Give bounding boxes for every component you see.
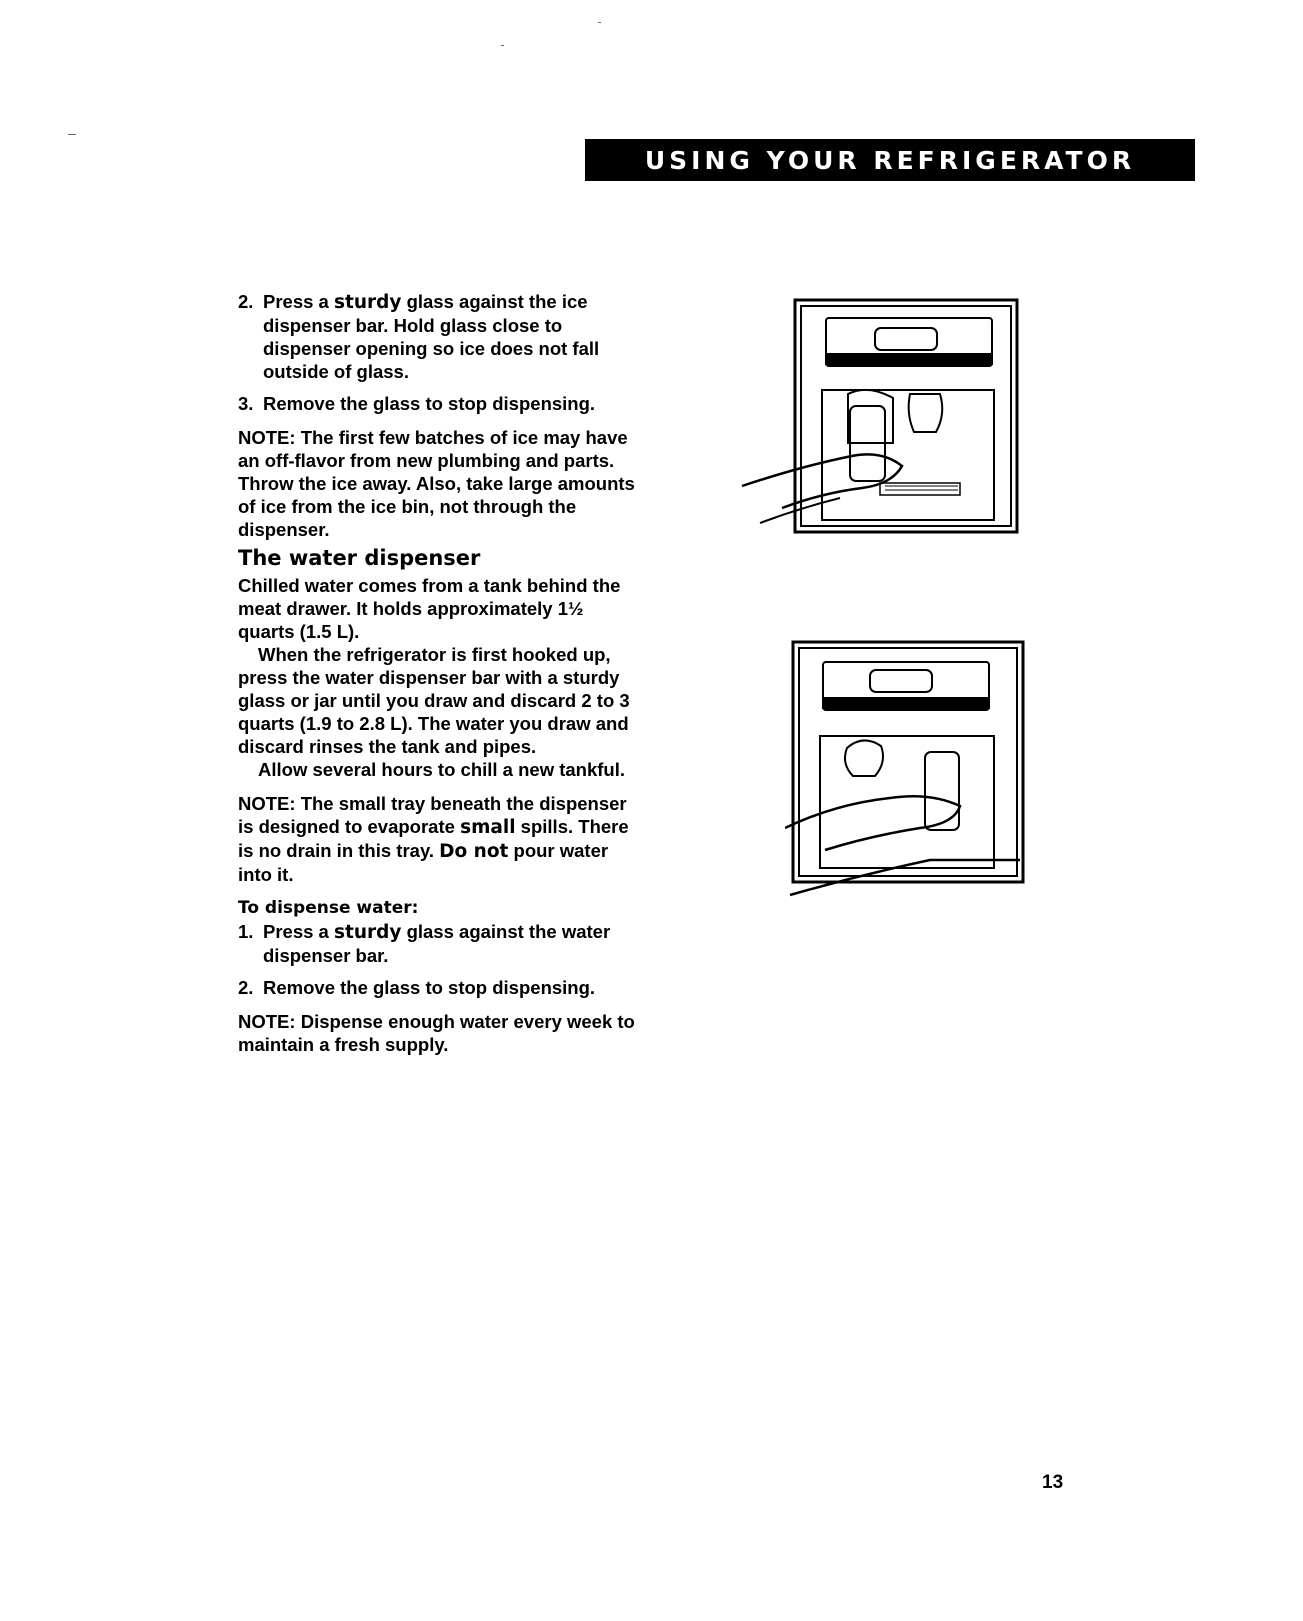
water-paragraph-2: When the refrigerator is first hooked up, press the water dispenser bar with a sturdy glass or jar until you draw and discard 2 to 3 quarts (1.9 to 2.8 L). The water you draw and discard rinses the tank and pipes. (238, 644, 630, 757)
note-text: The first few batches of ice may have an off-flavor from new plumbing and parts. Throw the ice away. Also, take large amounts of ice from the ice bin, not through the dispenser. (238, 427, 635, 540)
step-number: 2. (238, 977, 254, 998)
water-dispenser-heading: The water dispenser (238, 546, 481, 570)
section-header-title: USING YOUR REFRIGERATOR (644, 145, 1136, 175)
step-text: Remove the glass to stop dispensing. (263, 393, 596, 414)
page-number: 13 (1042, 1472, 1064, 1493)
step-number: 1. (238, 921, 254, 942)
ice-step-3 (238, 392, 638, 415)
tray-note: NOTE: The small tray beneath the dispenser is designed to evaporate small spills. There is no drain in this tray. Do not pour water into it. (238, 793, 629, 885)
ice-dispenser-illustration (740, 298, 1030, 560)
step-text: Remove the glass to stop dispensing. (263, 977, 596, 998)
note-label: NOTE: (238, 427, 296, 448)
water-dispenser-illustration (785, 640, 1030, 902)
step-text: Press a sturdy glass against the ice dispenser bar. Hold glass close to dispenser opening so ice does not fall outside of glass. (263, 291, 600, 382)
scan-speck (501, 45, 504, 46)
text-column (238, 290, 638, 1056)
water-paragraph-3: Allow several hours to chill a new tankful. (258, 759, 626, 780)
scan-speck (598, 22, 601, 23)
water-step-2 (238, 976, 638, 999)
water-step-1 (238, 920, 638, 967)
ice-step-2 (238, 290, 638, 383)
scan-speck (68, 134, 76, 135)
section-header-bar (585, 139, 1195, 181)
step-number: 2. (238, 291, 254, 312)
step-text: Press a sturdy glass against the water dispenser bar. (263, 921, 611, 966)
dispense-water-heading: To dispense water: (238, 898, 419, 918)
ice-note (238, 426, 638, 541)
final-note: NOTE: Dispense enough water every week to maintain a fresh supply. (238, 1011, 635, 1055)
water-paragraph-1: Chilled water comes from a tank behind the meat drawer. It holds approximately 1½ quarts (1.5 L). (238, 575, 621, 642)
step-number: 3. (238, 393, 254, 414)
